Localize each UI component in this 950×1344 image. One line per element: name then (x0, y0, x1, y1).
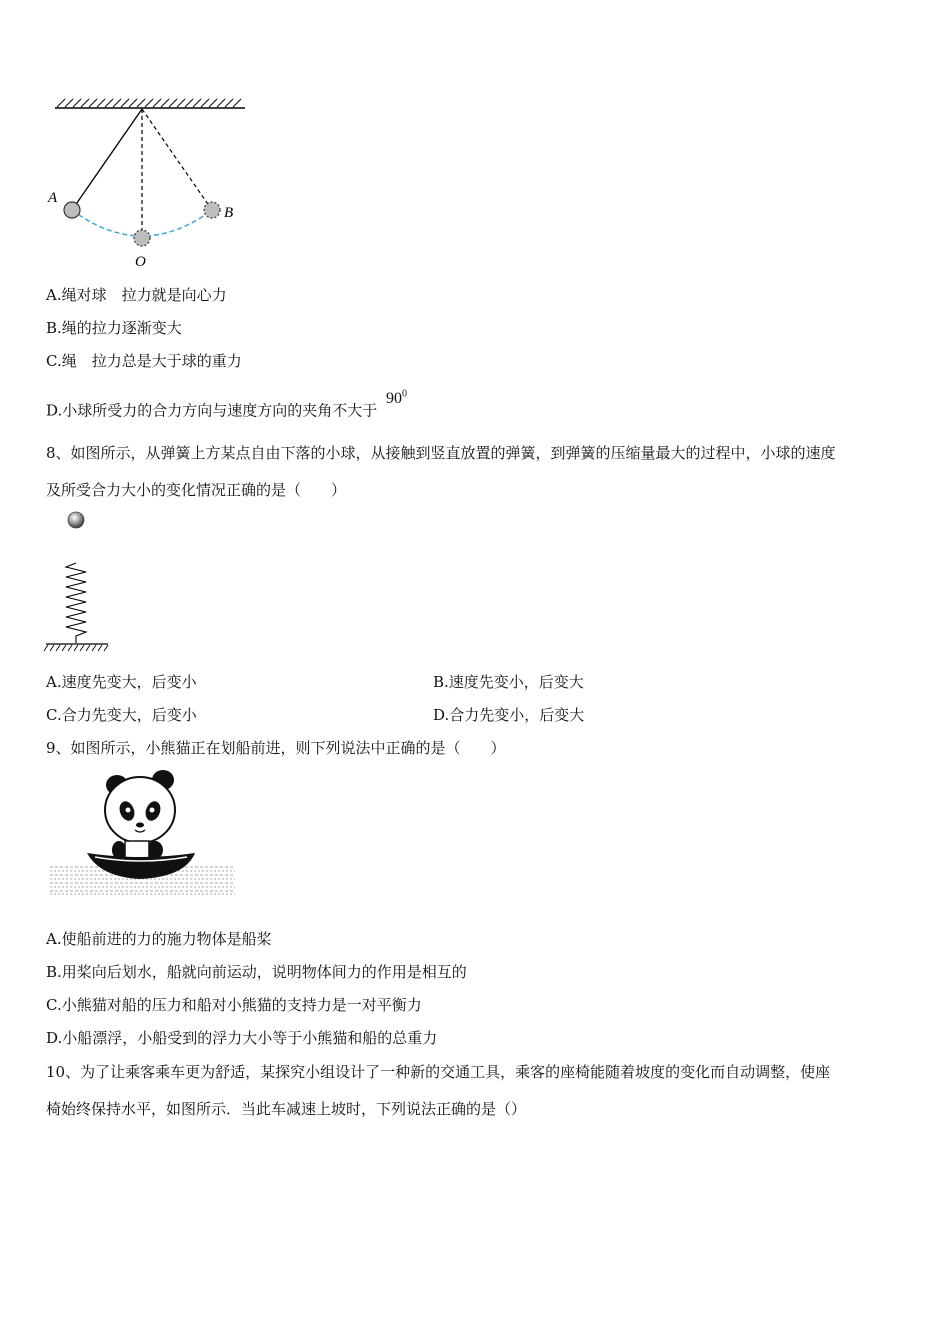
panda-boat-figure (45, 765, 240, 900)
angle-superscript: 0 (402, 389, 408, 400)
q8-stem-line1: 8、如图所示，从弹簧上方某点自由下落的小球，从接触到竖直放置的弹簧，到弹簧的压缩量最大的过程中，小球的速度 (46, 444, 836, 462)
q7-option-a: A.绳对球 拉力就是向心力 (46, 286, 227, 304)
label-a: A (48, 190, 58, 206)
falling-ball (68, 512, 84, 528)
q7-option-d-angle (386, 390, 407, 407)
q8-stem-line2: 及所受合力大小的变化情况正确的是（ ） (46, 481, 347, 499)
label-b: B (224, 205, 234, 221)
string-at-a (72, 109, 142, 210)
ground-hatching (44, 645, 108, 651)
q8-option-a: A.速度先变大，后变小 (46, 673, 197, 691)
pendulum-figure (40, 90, 260, 275)
q7-option-d-text: D.小球所受力的合力方向与速度方向的夹角不大于 (46, 401, 378, 420)
ball-b (204, 202, 220, 218)
q7-option-d (46, 389, 408, 421)
q9-option-b: B.用桨向后划水，船就向前运动，说明物体间力的作用是相互的 (46, 963, 467, 981)
q9-option-c: C.小熊猫对船的压力和船对小熊猫的支持力是一对平衡力 (46, 996, 422, 1014)
label-o: O (135, 254, 146, 270)
q10-stem-line1: 10、为了让乘客乘车更为舒适，某探究小组设计了一种新的交通工具，乘客的座椅能随着坡度的变化而自动调整，使座 (46, 1063, 831, 1081)
ball-o (134, 230, 150, 246)
q8-option-c: C.合力先变大，后变小 (46, 706, 197, 724)
q9-stem: 9、如图所示，小熊猫正在划船前进，则下列说法中正确的是（ ） (46, 739, 506, 757)
angle-value: 90 (386, 390, 403, 408)
q9-option-a: A.使船前进的力的施力物体是船桨 (46, 930, 272, 948)
spring-coil (66, 563, 86, 643)
q8-option-d: D.合力先变小，后变大 (433, 706, 585, 724)
q7-option-b: B.绳的拉力逐渐变大 (46, 319, 182, 337)
q7-option-c: C.绳 拉力总是大于球的重力 (46, 352, 242, 370)
q8-option-b: B.速度先变小，后变大 (433, 673, 584, 691)
q10-stem-line2: 椅始终保持水平，如图所示．当此车减速上坡时，下列说法正确的是（） (46, 1100, 527, 1118)
q9-option-d: D.小船漂浮，小船受到的浮力大小等于小熊猫和船的总重力 (46, 1029, 438, 1047)
ball-a (64, 202, 80, 218)
string-at-b (142, 109, 212, 210)
ceiling-hatching (57, 99, 241, 107)
spring-figure (40, 505, 120, 655)
panda (105, 770, 175, 859)
